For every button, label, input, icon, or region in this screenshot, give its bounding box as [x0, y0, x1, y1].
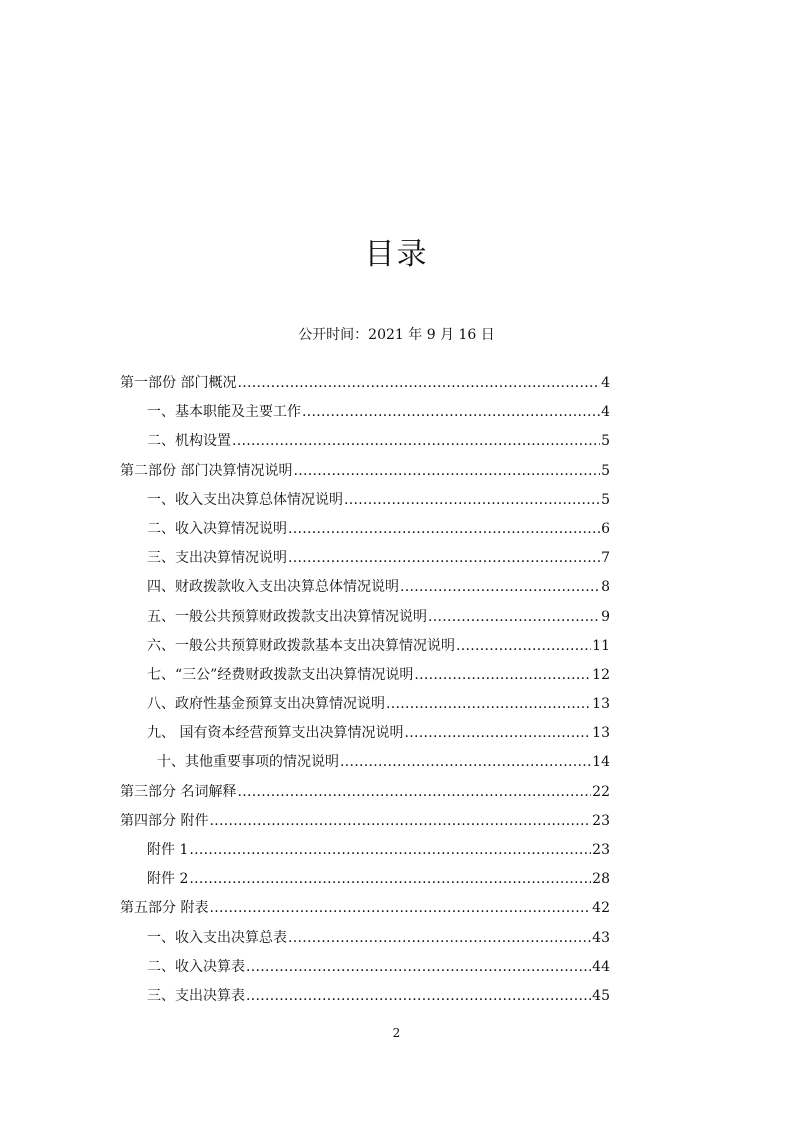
toc-leader-dots — [340, 754, 591, 770]
toc-entry-page: 5 — [601, 433, 610, 450]
toc-entry-page: 4 — [601, 375, 610, 391]
toc-entry-page: 4 — [601, 404, 610, 421]
toc-entry[interactable] — [120, 693, 610, 722]
toc-entry-label: 一、基本职能及主要工作 — [147, 404, 301, 421]
toc-entry[interactable] — [120, 401, 610, 430]
toc-entry-page: 6 — [601, 520, 610, 537]
toc-entry-page: 28 — [592, 871, 610, 888]
toc-entry[interactable] — [120, 372, 610, 401]
publish-date: 公开时间：2021 年 9 月 16 日 — [298, 327, 495, 343]
toc-entry-page: 13 — [592, 696, 610, 713]
toc-entry-page: 43 — [592, 929, 610, 946]
toc-leader-dots — [293, 463, 600, 479]
toc-entry[interactable] — [120, 547, 610, 576]
toc-entry-label: 第四部分 附件 — [120, 812, 209, 829]
toc-entry[interactable] — [120, 868, 610, 897]
toc-entry-page: 9 — [601, 608, 610, 625]
toc-entry-label: 四、财政拨款收入支出决算总体情况说明 — [147, 579, 399, 596]
toc-leader-dots — [237, 375, 600, 391]
toc-entry-page: 14 — [592, 754, 610, 771]
toc-leader-dots — [288, 930, 591, 946]
toc-entry-page: 45 — [592, 987, 610, 1004]
toc-entry[interactable] — [120, 430, 610, 459]
toc-leader-dots — [400, 579, 600, 595]
toc-entry-page: 13 — [592, 725, 610, 742]
toc-leader-dots — [456, 638, 591, 654]
toc-entry-page: 23 — [592, 812, 610, 829]
toc-leader-dots — [246, 988, 591, 1004]
toc-entry-page: 8 — [601, 579, 610, 596]
toc-leader-dots — [232, 433, 600, 449]
toc-entry-page: 23 — [592, 842, 610, 858]
toc-entry[interactable] — [120, 460, 610, 489]
toc-entry[interactable] — [120, 985, 610, 1014]
toc-entry[interactable] — [120, 839, 610, 868]
toc-entry-label: 第三部分 名词解释 — [120, 783, 237, 800]
toc-entry[interactable] — [120, 664, 610, 693]
toc-entry-label: 第五部分 附表 — [120, 900, 209, 917]
toc-entry-label: 七、“三公”经费财政拨款支出决算情况说明 — [147, 666, 414, 683]
toc-leader-dots — [209, 900, 591, 916]
toc-entry[interactable] — [120, 489, 610, 518]
toc-leader-dots — [386, 696, 591, 712]
toc-entry-page: 5 — [601, 462, 610, 479]
toc-entry-page: 5 — [601, 491, 610, 508]
toc-entry-label: 二、机构设置 — [147, 433, 231, 450]
toc-entry-label: 六、一般公共预算财政拨款基本支出决算情况说明 — [147, 637, 455, 654]
toc-entry-page: 7 — [601, 550, 610, 567]
toc-leader-dots — [302, 404, 600, 420]
toc-entry[interactable] — [120, 927, 610, 956]
toc-entry-page: 42 — [592, 900, 610, 917]
toc-entry-label: 三、支出决算表 — [147, 987, 245, 1004]
toc-entry-label: 一、收入支出决算总体情况说明 — [147, 491, 343, 508]
toc-entry[interactable] — [120, 956, 610, 985]
toc-entry-page: 22 — [592, 783, 610, 800]
toc-entry[interactable] — [120, 781, 610, 810]
toc-entry[interactable] — [120, 576, 610, 605]
toc-entry-label: 一、收入支出决算总表 — [147, 929, 287, 946]
toc-leader-dots — [237, 784, 591, 800]
toc-leader-dots — [428, 609, 600, 625]
toc-entry-label: 第一部份 部门概况 — [120, 375, 237, 391]
toc-leader-dots — [288, 521, 600, 537]
toc-leader-dots — [246, 959, 591, 975]
toc-entry-label: 附件 2 — [147, 871, 189, 888]
toc-entry-label: 二、收入决算表 — [147, 958, 245, 975]
page-title: 目录 — [364, 237, 429, 272]
toc-entry[interactable] — [120, 635, 610, 664]
toc-entry-page: 11 — [592, 637, 610, 654]
toc-entry[interactable] — [120, 751, 610, 780]
table-of-contents — [120, 372, 610, 1014]
toc-leader-dots — [344, 492, 600, 508]
toc-leader-dots — [288, 550, 600, 566]
toc-entry[interactable] — [120, 518, 610, 547]
toc-leader-dots — [189, 842, 591, 858]
toc-entry-label: 二、收入决算情况说明 — [147, 520, 287, 537]
toc-leader-dots — [404, 725, 591, 741]
toc-entry[interactable] — [120, 810, 610, 839]
toc-entry[interactable] — [120, 722, 610, 751]
toc-entry-label: 第二部份 部门决算情况说明 — [120, 462, 293, 479]
toc-entry-label: 五、一般公共预算财政拨款支出决算情况说明 — [147, 608, 427, 625]
toc-entry-label: 附件 1 — [147, 842, 189, 858]
toc-entry-label: 八、政府性基金预算支出决算情况说明 — [147, 696, 385, 713]
toc-entry-page: 44 — [592, 958, 610, 975]
page-number: 2 — [392, 1026, 401, 1040]
toc-entry-label: 十、其他重要事项的情况说明 — [157, 754, 339, 771]
toc-entry[interactable] — [120, 606, 610, 635]
toc-entry-page: 12 — [592, 666, 610, 683]
toc-leader-dots — [414, 667, 591, 683]
toc-leader-dots — [189, 871, 591, 887]
toc-leader-dots — [209, 813, 591, 829]
toc-entry-label: 三、支出决算情况说明 — [147, 550, 287, 567]
toc-entry[interactable] — [120, 897, 610, 926]
toc-entry-label: 九、 国有资本经营预算支出决算情况说明 — [147, 725, 404, 742]
